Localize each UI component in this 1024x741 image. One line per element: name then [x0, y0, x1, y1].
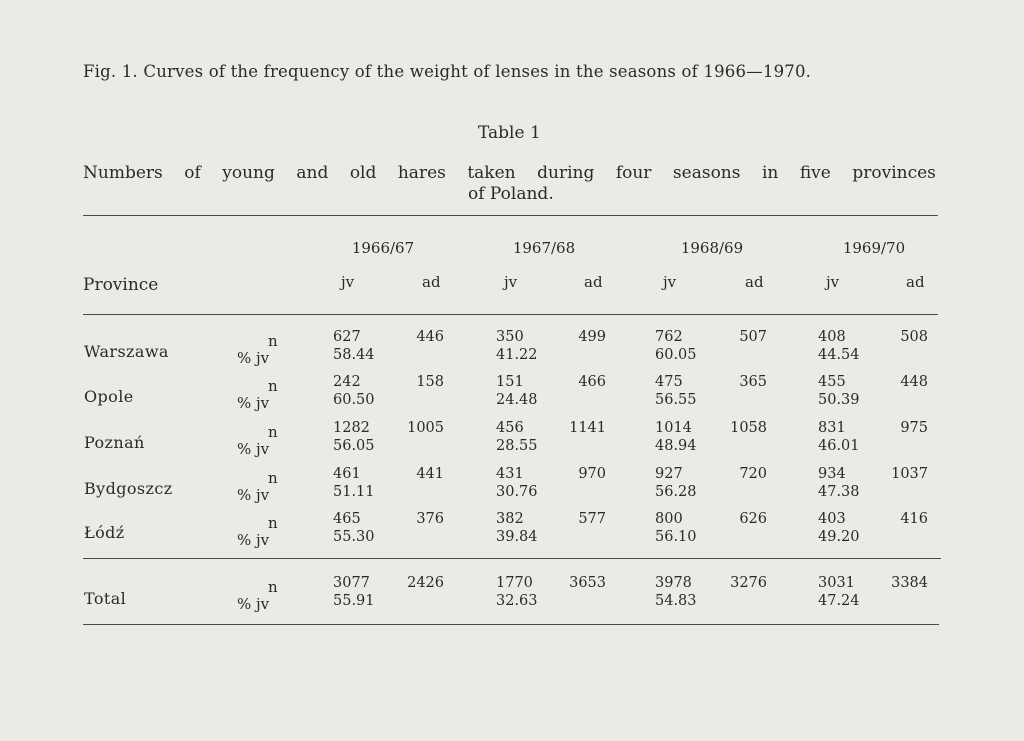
top-rule	[83, 215, 938, 216]
cell-n-ad: 441	[416, 466, 444, 482]
cell-n-ad: 466	[578, 374, 606, 390]
cell-n-jv: 831	[818, 420, 846, 436]
cell-n-jv: 627	[333, 329, 361, 345]
cell-n-jv: 461	[333, 466, 361, 482]
province-name: Bydgoszcz	[84, 479, 173, 498]
cell-n-ad: 1037	[891, 466, 928, 482]
jv-header: jv	[341, 273, 355, 291]
row-label-n: n	[268, 332, 278, 350]
cell-pct-jv: 39.84	[496, 529, 538, 545]
cell-pct-jv: 49.20	[818, 529, 860, 545]
cell-n-ad: 416	[900, 511, 928, 527]
cell-n-ad: 970	[578, 466, 606, 482]
season-header: 1969/70	[842, 239, 906, 257]
title-word: in	[761, 163, 779, 183]
cell-n-jv: 403	[818, 511, 846, 527]
cell-n-jv: 3031	[818, 575, 855, 591]
row-label-pct-jv: % jv	[237, 595, 270, 613]
cell-n-ad: 446	[416, 329, 444, 345]
total-rule	[83, 558, 941, 559]
cell-n-ad: 1058	[730, 420, 767, 436]
jv-header: jv	[663, 273, 677, 291]
cell-pct-jv: 55.30	[333, 529, 375, 545]
cell-pct-jv: 44.54	[818, 347, 860, 363]
title-word: old	[349, 163, 377, 183]
cell-n-ad: 376	[416, 511, 444, 527]
cell-n-ad: 448	[900, 374, 928, 390]
title-word: taken	[467, 163, 516, 183]
title-word: four	[615, 163, 652, 183]
cell-n-jv: 762	[655, 329, 683, 345]
province-header: Province	[83, 275, 159, 295]
cell-n-jv: 934	[818, 466, 846, 482]
row-label-n: n	[268, 423, 278, 441]
cell-pct-jv: 47.24	[818, 593, 860, 609]
cell-n-ad: 577	[578, 511, 606, 527]
cell-pct-jv: 30.76	[496, 484, 538, 500]
cell-n-ad: 365	[739, 374, 767, 390]
cell-n-jv: 455	[818, 374, 846, 390]
cell-pct-jv: 47.38	[818, 484, 860, 500]
cell-n-ad: 3276	[730, 575, 767, 591]
cell-n-jv: 465	[333, 511, 361, 527]
cell-n-jv: 382	[496, 511, 524, 527]
title-word: and	[296, 163, 329, 183]
season-header: 1967/68	[512, 239, 576, 257]
cell-n-jv: 927	[655, 466, 683, 482]
table-title-line-2: of Poland.	[468, 184, 554, 204]
province-name: Poznań	[84, 433, 145, 452]
cell-pct-jv: 28.55	[496, 438, 538, 454]
title-word: Numbers	[83, 163, 163, 183]
row-label-pct-jv: % jv	[237, 349, 270, 367]
province-name: Łódź	[84, 523, 125, 542]
title-word: five	[799, 163, 831, 183]
cell-n-jv: 431	[496, 466, 524, 482]
cell-n-ad: 1005	[407, 420, 444, 436]
cell-n-ad: 158	[416, 374, 444, 390]
cell-pct-jv: 32.63	[496, 593, 538, 609]
cell-pct-jv: 24.48	[496, 392, 538, 408]
cell-pct-jv: 55.91	[333, 593, 375, 609]
cell-n-jv: 1282	[333, 420, 370, 436]
row-label-n: n	[268, 514, 278, 532]
title-word: of	[184, 163, 201, 183]
province-name: Opole	[84, 387, 134, 406]
cell-n-jv: 475	[655, 374, 683, 390]
cell-pct-jv: 54.83	[655, 593, 697, 609]
table-title-line-1	[83, 165, 936, 182]
row-label-n: n	[268, 578, 278, 596]
cell-n-jv: 350	[496, 329, 524, 345]
cell-n-ad: 507	[739, 329, 767, 345]
header-rule	[83, 314, 938, 315]
cell-n-jv: 151	[496, 374, 524, 390]
cell-n-ad: 626	[739, 511, 767, 527]
cell-n-jv: 242	[333, 374, 361, 390]
cell-pct-jv: 41.22	[496, 347, 538, 363]
province-name: Warszawa	[84, 342, 169, 361]
cell-pct-jv: 51.11	[333, 484, 375, 500]
cell-n-ad: 499	[578, 329, 606, 345]
province-name: Total	[84, 589, 127, 608]
ad-header: ad	[745, 273, 764, 291]
cell-pct-jv: 58.44	[333, 347, 375, 363]
cell-pct-jv: 60.05	[655, 347, 697, 363]
cell-pct-jv: 50.39	[818, 392, 860, 408]
cell-n-jv: 3077	[333, 575, 370, 591]
cell-n-jv: 1770	[496, 575, 533, 591]
cell-pct-jv: 46.01	[818, 438, 860, 454]
cell-n-ad: 1141	[569, 420, 606, 436]
cell-pct-jv: 56.05	[333, 438, 375, 454]
title-word: during	[537, 163, 595, 183]
cell-pct-jv: 56.10	[655, 529, 697, 545]
bottom-rule	[83, 624, 939, 625]
cell-n-ad: 975	[900, 420, 928, 436]
cell-n-ad: 720	[739, 466, 767, 482]
cell-n-ad: 508	[900, 329, 928, 345]
cell-pct-jv: 48.94	[655, 438, 697, 454]
row-label-pct-jv: % jv	[237, 440, 270, 458]
ad-header: ad	[906, 273, 925, 291]
cell-n-jv: 456	[496, 420, 524, 436]
cell-n-jv: 800	[655, 511, 683, 527]
cell-n-jv: 1014	[655, 420, 692, 436]
title-word: young	[222, 163, 275, 183]
row-label-n: n	[268, 377, 278, 395]
cell-pct-jv: 60.50	[333, 392, 375, 408]
table-label: Table 1	[478, 123, 541, 143]
title-word: hares	[397, 163, 446, 183]
cell-n-ad: 2426	[407, 575, 444, 591]
season-header: 1966/67	[351, 239, 415, 257]
row-label-pct-jv: % jv	[237, 531, 270, 549]
cell-n-ad: 3384	[891, 575, 928, 591]
season-header: 1968/69	[680, 239, 744, 257]
title-word: seasons	[672, 163, 741, 183]
title-word: provinces	[852, 163, 936, 183]
cell-n-jv: 408	[818, 329, 846, 345]
cell-pct-jv: 56.28	[655, 484, 697, 500]
ad-header: ad	[422, 273, 441, 291]
row-label-pct-jv: % jv	[237, 486, 270, 504]
cell-n-ad: 3653	[569, 575, 606, 591]
jv-header: jv	[504, 273, 518, 291]
cell-n-jv: 3978	[655, 575, 692, 591]
figure-caption: Fig. 1. Curves of the frequency of the weight of lenses in the seasons of 1966—1970.	[83, 62, 812, 81]
cell-pct-jv: 56.55	[655, 392, 697, 408]
jv-header: jv	[826, 273, 840, 291]
row-label-n: n	[268, 469, 278, 487]
row-label-pct-jv: % jv	[237, 394, 270, 412]
ad-header: ad	[584, 273, 603, 291]
